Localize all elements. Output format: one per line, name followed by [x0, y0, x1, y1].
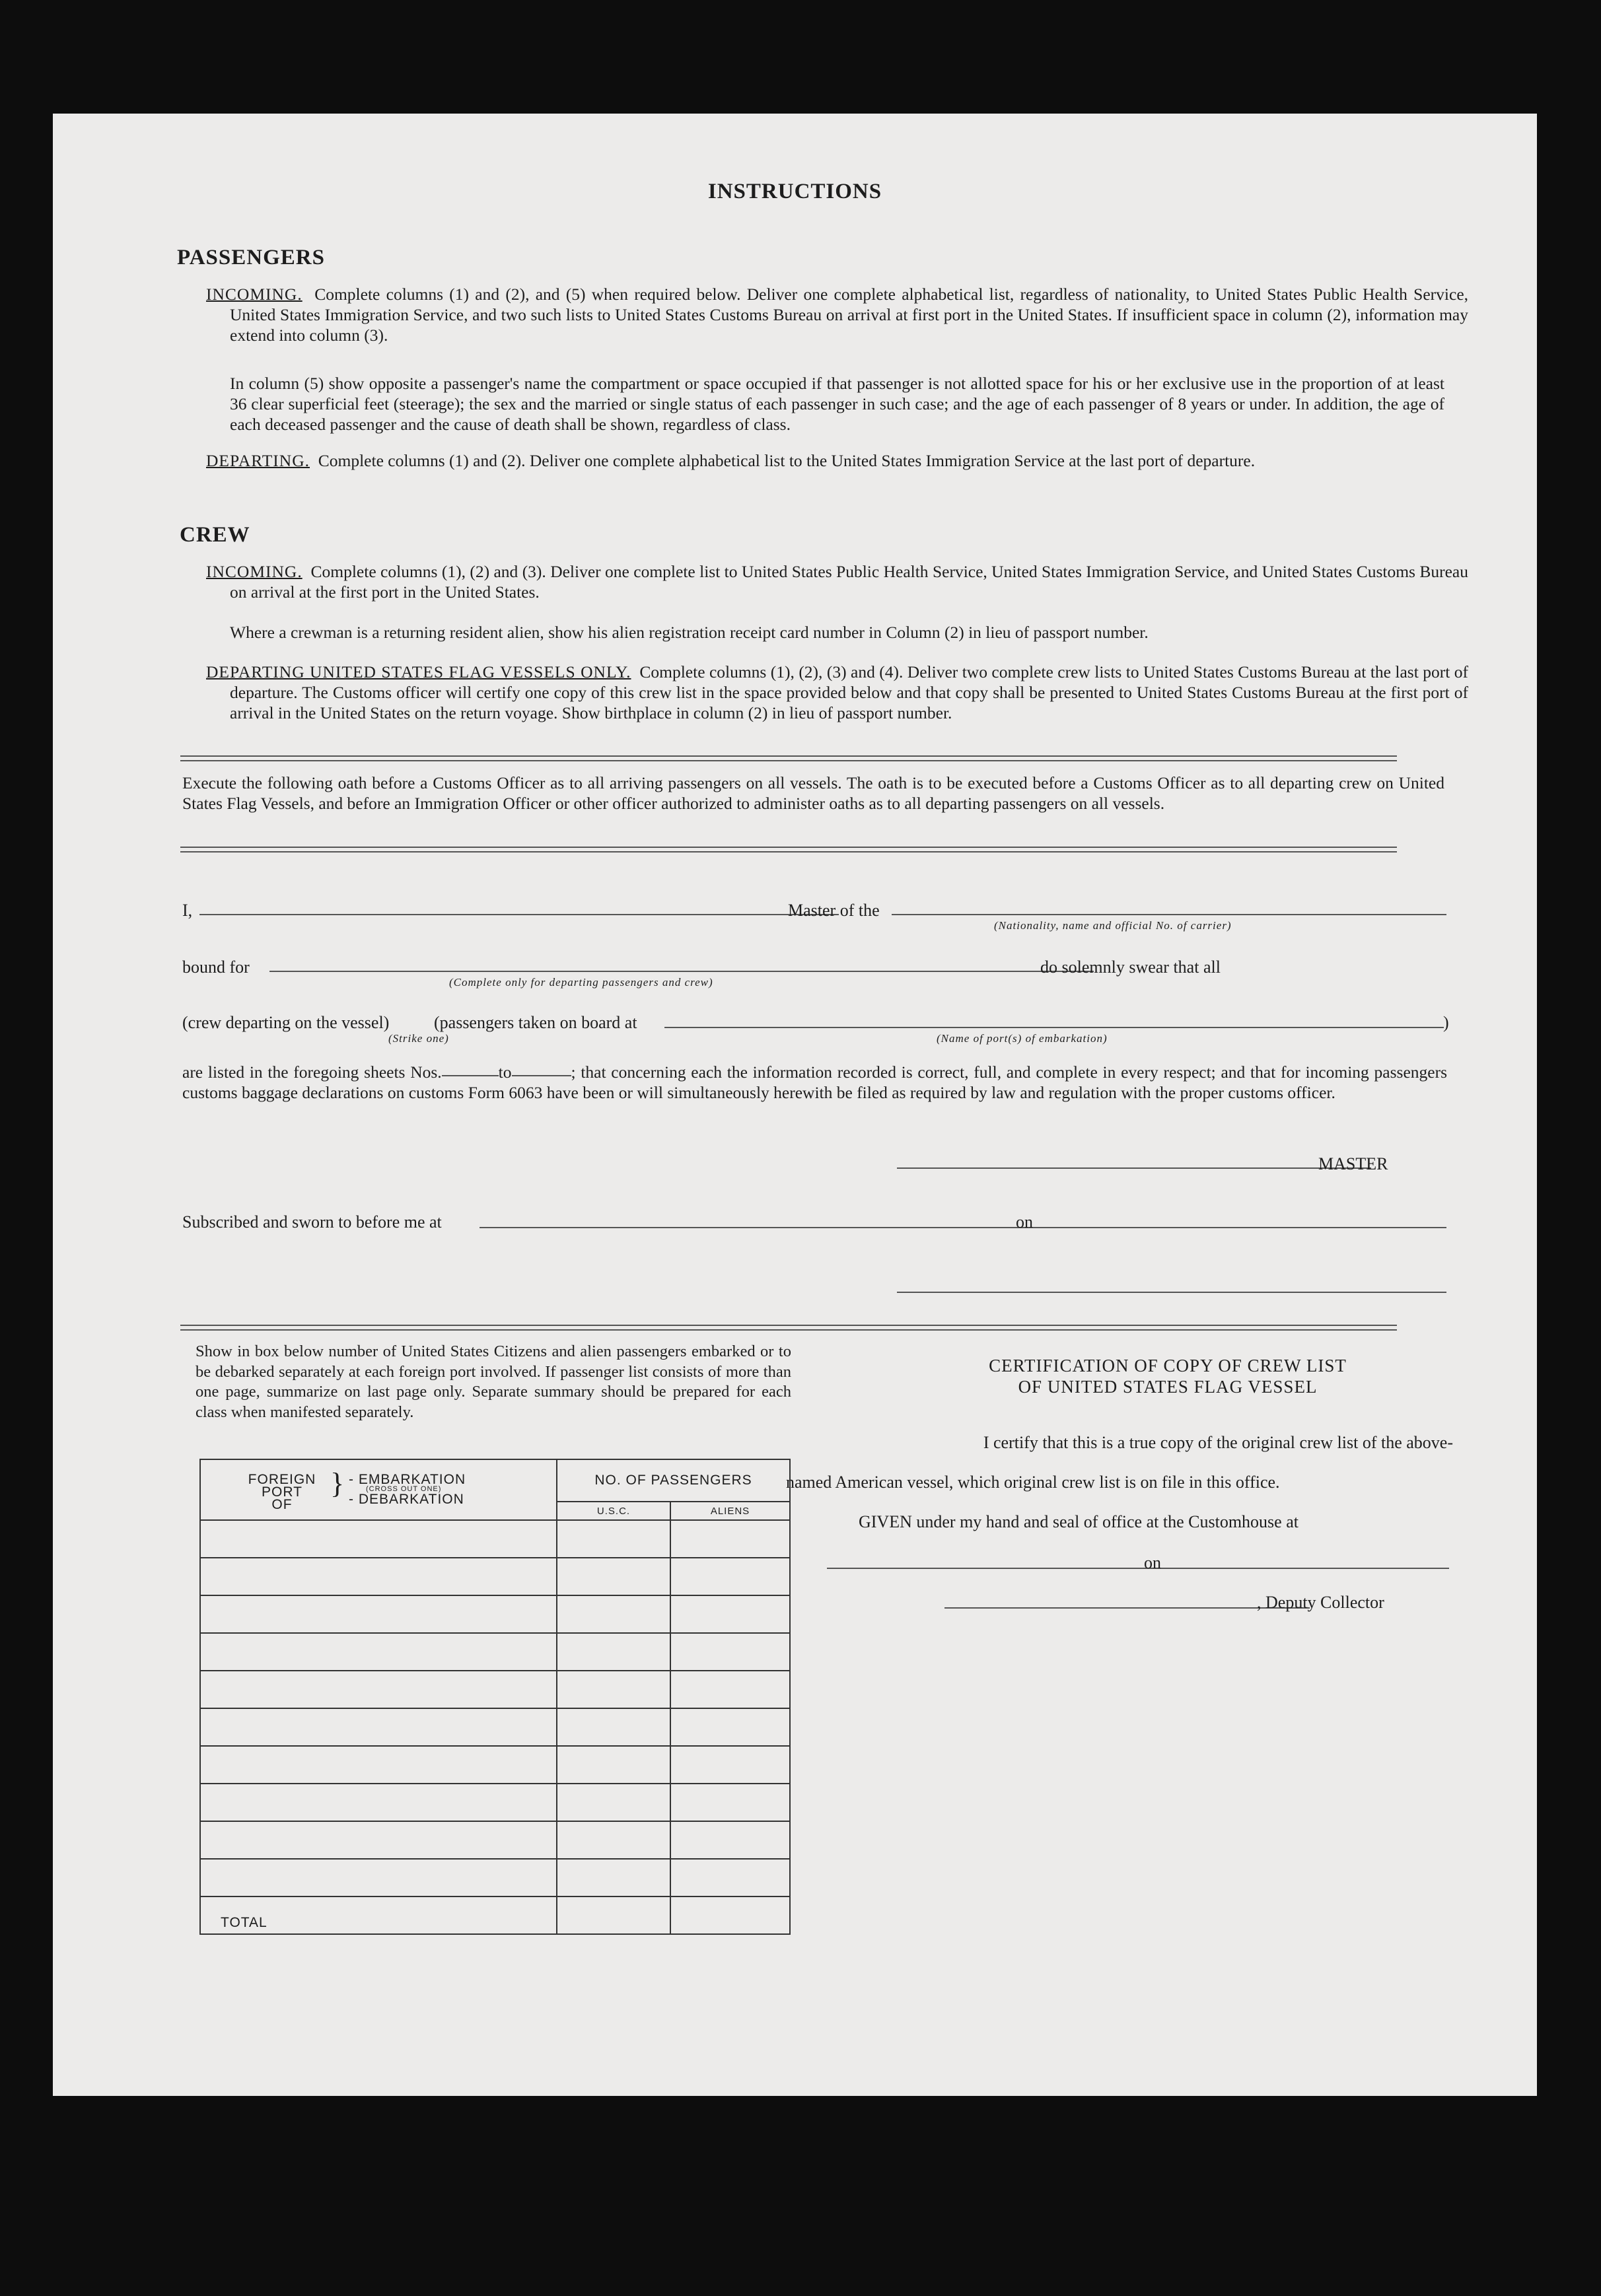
bound-for-field[interactable] — [269, 971, 1094, 972]
table-row — [200, 1595, 790, 1633]
passengers-column5-instruction: In column (5) show opposite a passenger's name the compartment or space occupied if that passenger is not allotted space for his or her exclusive use in the proportion of at least 36 clear superficial feet (steerage); the sex and the married or single status of each passenger in such case; and the age of each passenger of 8 years or under. In addition, the age of each deceased passenger and the cause of death shall be shown, regardless of class. — [230, 374, 1444, 434]
table-row — [200, 1520, 790, 1558]
aliens-cell[interactable] — [670, 1595, 790, 1633]
passengers-departing-instruction — [206, 450, 1468, 471]
crew-incoming-instruction — [206, 561, 1468, 602]
sheet-to-field[interactable] — [512, 1075, 571, 1076]
passengers-incoming-instruction — [206, 284, 1468, 345]
divider — [180, 1325, 1397, 1331]
certification-on-label: on — [1144, 1553, 1161, 1572]
table-row — [200, 1821, 790, 1859]
passengers-departing-text: Complete columns (1) and (2). Deliver one complete alphabetical list to the United States Immigration Service at the last port of departure. — [318, 451, 1256, 470]
embarkation-ports-field[interactable] — [664, 1027, 1444, 1028]
deputy-collector-label: , Deputy Collector — [1257, 1593, 1384, 1612]
close-paren: ) — [1443, 1013, 1449, 1032]
carrier-field[interactable] — [892, 914, 1446, 915]
divider — [180, 847, 1397, 852]
usc-cell[interactable] — [557, 1746, 670, 1784]
table-row — [200, 1671, 790, 1708]
certification-heading-line2: OF UNITED STATES FLAG VESSEL — [1018, 1377, 1318, 1397]
passengers-departing-label: DEPARTING. — [206, 451, 310, 470]
port-cell[interactable] — [200, 1595, 557, 1633]
port-cell[interactable] — [200, 1708, 557, 1746]
aliens-cell[interactable] — [670, 1520, 790, 1558]
port-cell[interactable] — [200, 1859, 557, 1896]
usc-cell[interactable] — [557, 1595, 670, 1633]
aliens-header: ALIENS — [670, 1502, 790, 1520]
passengers-incoming-text: Complete columns (1) and (2), and (5) when required below. Deliver one complete alphabetical list, regardless of nationality, to United States Public Health Service, United States Immigration Service, and two such lists to United States Customs Bureau on arrival at first port in the United States. If insufficient space in column (2), information may extend into column (3). — [230, 285, 1469, 345]
foreign-label: FOREIGN — [248, 1472, 316, 1487]
certification-heading — [837, 1355, 1498, 1397]
certify-line-2: named American vessel, which original crew list is on file in this office. — [786, 1473, 1280, 1492]
aliens-cell[interactable] — [670, 1558, 790, 1595]
officer-signature-field[interactable] — [897, 1292, 1446, 1293]
usc-cell[interactable] — [557, 1708, 670, 1746]
master-label: MASTER — [1318, 1154, 1388, 1173]
total-label: TOTAL — [200, 1896, 557, 1934]
usc-cell[interactable] — [557, 1520, 670, 1558]
crew-departing-instruction — [206, 662, 1468, 723]
aliens-cell[interactable] — [670, 1746, 790, 1784]
table-row — [200, 1784, 790, 1821]
oath-i-label: I, — [182, 901, 193, 920]
debarkation-option[interactable]: - DEBARKATION — [349, 1492, 464, 1507]
oath-instruction: Execute the following oath before a Customs Officer as to all arriving passengers on all vessels. The oath is to be executed before a Customs Officer as to all departing crew on United States Flag Vessels, and before an Immigration Officer or other officer authorized to administer oaths as to all departing passengers on all vessels. — [182, 773, 1444, 813]
table-row — [200, 1746, 790, 1784]
aliens-cell[interactable] — [670, 1708, 790, 1746]
oath-remainder: ; that concerning each the information recorded is correct, full, and complete in every respect; and that for incoming passengers customs baggage declarations on customs Form 6063 have been or will simultaneously herewith be filed as required by law and regulation with the proper customs officer. — [182, 1062, 1447, 1102]
passengers-taken-option[interactable]: (passengers taken on board at — [434, 1013, 637, 1032]
to-text: to — [498, 1062, 512, 1082]
sheet-from-field[interactable] — [442, 1075, 499, 1076]
customhouse-field[interactable] — [827, 1568, 1185, 1569]
usc-cell[interactable] — [557, 1671, 670, 1708]
crew-departing-text: Complete columns (1), (2), (3) and (4). Deliver two complete crew lists to United States Customs Bureau at the last port of departure. The Customs officer will certify one copy of this crew list in the space provided below and that copy shall be presented to United States Customs Bureau at the first port of arrival in the United States on the return voyage. Show birthplace in column (2) in lieu of passport number. — [230, 662, 1468, 722]
master-signature-field[interactable] — [897, 1167, 1371, 1169]
passenger-summary-table — [199, 1459, 791, 1935]
port-cell[interactable] — [200, 1746, 557, 1784]
page-title: INSTRUCTIONS — [707, 180, 882, 203]
bound-for-caption: (Complete only for departing passengers and crew) — [449, 976, 713, 989]
usc-cell[interactable] — [557, 1859, 670, 1896]
crew-heading: CREW — [180, 523, 250, 547]
aliens-cell[interactable] — [670, 1784, 790, 1821]
no-of-passengers-header: NO. OF PASSENGERS — [557, 1459, 790, 1502]
embarkation-option[interactable]: - EMBARKATION — [349, 1472, 466, 1487]
usc-total-cell[interactable] — [557, 1896, 670, 1934]
carrier-caption: (Nationality, name and official No. of carrier) — [994, 919, 1232, 932]
deputy-signature-field[interactable] — [944, 1607, 1310, 1609]
port-cell[interactable] — [200, 1671, 557, 1708]
certification-heading-line1: CERTIFICATION OF COPY OF CREW LIST — [989, 1356, 1347, 1375]
oath-statement — [182, 1062, 1447, 1103]
usc-cell[interactable] — [557, 1633, 670, 1671]
master-name-field[interactable] — [199, 914, 839, 915]
aliens-cell[interactable] — [670, 1821, 790, 1859]
usc-cell[interactable] — [557, 1784, 670, 1821]
subscribed-label: Subscribed and sworn to before me at — [182, 1212, 442, 1232]
total-row — [200, 1896, 790, 1934]
master-of-label: Master of the — [788, 901, 880, 920]
bound-for-label: bound for — [182, 957, 250, 977]
crew-incoming-label: INCOMING. — [206, 562, 302, 581]
table-row — [200, 1708, 790, 1746]
aliens-cell[interactable] — [670, 1671, 790, 1708]
port-header — [200, 1459, 557, 1520]
swear-text: do solemnly swear that all — [1040, 957, 1221, 977]
sworn-date-field[interactable] — [1042, 1227, 1446, 1228]
usc-cell[interactable] — [557, 1558, 670, 1595]
crew-departing-label: DEPARTING UNITED STATES FLAG VESSELS ONLY. — [206, 662, 631, 681]
aliens-cell[interactable] — [670, 1633, 790, 1671]
usc-cell[interactable] — [557, 1821, 670, 1859]
crew-incoming-text: Complete columns (1), (2) and (3). Deliver one complete list to United States Public Health Service, United States Immigration Service, and United States Customs Bureau on arrival at the first port in the United States. — [230, 562, 1469, 602]
table-row — [200, 1859, 790, 1896]
passengers-incoming-label: INCOMING. — [206, 285, 302, 304]
certification-date-field[interactable] — [1172, 1568, 1449, 1569]
port-cell[interactable] — [200, 1558, 557, 1595]
table-row — [200, 1558, 790, 1595]
strike-one-caption: (Strike one) — [388, 1032, 449, 1045]
port-cell[interactable] — [200, 1520, 557, 1558]
crew-resident-instruction: Where a crewman is a returning resident alien, show his alien registration receipt card number in Column (2) in lieu of passport number. — [230, 623, 1149, 642]
aliens-cell[interactable] — [670, 1859, 790, 1896]
divider — [180, 755, 1397, 761]
passengers-heading: PASSENGERS — [177, 246, 325, 269]
of-label: OF — [271, 1497, 293, 1512]
port-cell[interactable] — [200, 1784, 557, 1821]
document-page — [53, 114, 1537, 2096]
crew-departing-option[interactable]: (crew departing on the vessel) — [182, 1013, 390, 1032]
summary-instruction: Show in box below number of United States Citizens and alien passengers embarked or to be debarked separately at each foreign port involved. If passenger list consists of more than one page, summarize on last page only. Separate summary should be prepared for each class when manifested separately. — [196, 1342, 791, 1421]
ports-caption: (Name of port(s) of embarkation) — [937, 1032, 1108, 1045]
sworn-on-label: on — [1016, 1212, 1033, 1232]
aliens-total-cell[interactable] — [670, 1896, 790, 1934]
sworn-place-field[interactable] — [480, 1227, 1058, 1228]
cross-out-label: (CROSS OUT ONE) — [366, 1485, 442, 1493]
listed-text: are listed in the foregoing sheets Nos. — [182, 1062, 442, 1082]
port-cell[interactable] — [200, 1633, 557, 1671]
certify-line-1: I certify that this is a true copy of the original crew list of the above- — [983, 1433, 1453, 1452]
table-row — [200, 1633, 790, 1671]
port-cell[interactable] — [200, 1821, 557, 1859]
brace-icon: } — [330, 1467, 345, 1500]
port-label: PORT — [262, 1484, 302, 1500]
given-text: GIVEN under my hand and seal of office at the Customhouse at — [859, 1512, 1299, 1531]
usc-header: U.S.C. — [557, 1502, 670, 1520]
